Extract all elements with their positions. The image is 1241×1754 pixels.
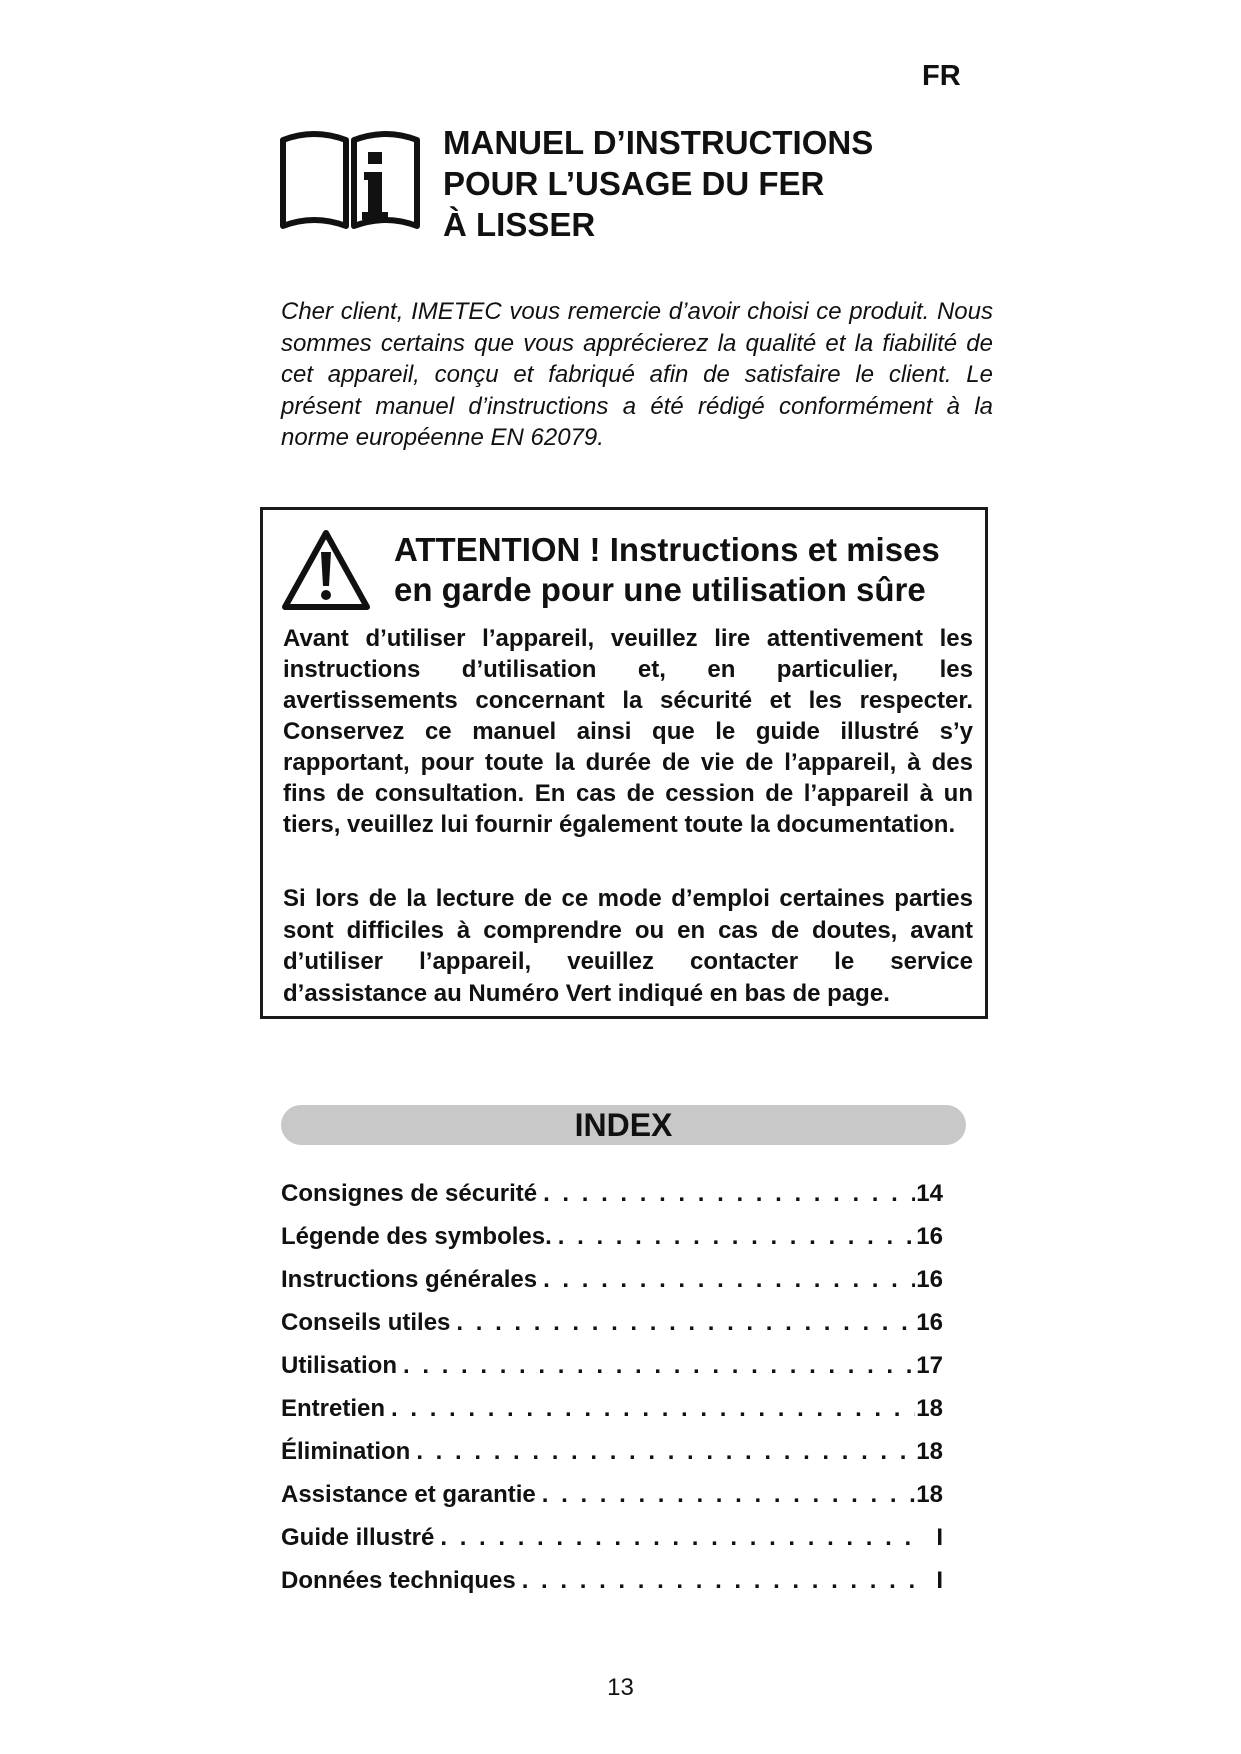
language-code: FR xyxy=(922,60,961,92)
warning-title-line: ATTENTION ! Instructions et mises xyxy=(394,531,940,568)
toc-page-number: 17 xyxy=(916,1352,943,1379)
toc-leader xyxy=(410,1438,915,1466)
toc-label: Utilisation xyxy=(281,1352,398,1379)
toc-leader xyxy=(397,1352,915,1380)
page-number: 13 xyxy=(607,1674,634,1701)
toc-leader xyxy=(537,1180,915,1208)
toc-leader xyxy=(537,1266,915,1294)
warning-title-line: en garde pour une utilisation sûre xyxy=(394,571,926,608)
toc-label: Consignes de sécurité xyxy=(281,1180,538,1207)
toc-entry[interactable] xyxy=(281,1567,943,1610)
toc-leader xyxy=(516,1567,915,1595)
title-line: POUR L’USAGE DU FER xyxy=(443,165,825,202)
info-book-icon xyxy=(280,130,420,238)
intro-paragraph: Cher client, IMETEC vous remercie d’avoir choisi ce produit. Nous sommes certains que vous apprécierez la qualité et la fiabilité de cet appareil, conçu et fabriqué afin de satisfaire le client. Le présent manuel d’instructions a été rédigé conformément à la norme européenne EN 62079. xyxy=(281,298,993,451)
toc-label: Légende des symboles. xyxy=(281,1223,552,1250)
toc-entry[interactable] xyxy=(281,1524,943,1567)
toc-entry[interactable] xyxy=(281,1438,943,1481)
safety-warning-box xyxy=(260,507,988,1019)
toc-label: Assistance et garantie xyxy=(281,1481,536,1508)
toc-leader xyxy=(536,1481,915,1509)
manual-title xyxy=(443,122,873,245)
table-of-contents xyxy=(281,1180,943,1610)
toc-page-number: 16 xyxy=(916,1223,943,1250)
toc-page-number: 16 xyxy=(916,1309,943,1336)
toc-page-number: I xyxy=(936,1524,943,1551)
toc-entry[interactable] xyxy=(281,1266,943,1309)
toc-leader xyxy=(450,1309,915,1337)
toc-entry[interactable] xyxy=(281,1481,943,1524)
toc-label: Entretien xyxy=(281,1395,386,1422)
toc-label: Guide illustré xyxy=(281,1524,435,1551)
toc-leader xyxy=(552,1223,915,1251)
index-heading: INDEX xyxy=(281,1105,966,1145)
toc-page-number: I xyxy=(936,1567,943,1594)
toc-entry[interactable] xyxy=(281,1180,943,1223)
toc-page-number: 14 xyxy=(916,1180,943,1207)
toc-page-number: 16 xyxy=(916,1266,943,1293)
toc-page-number: 18 xyxy=(916,1395,943,1422)
warning-triangle-icon xyxy=(281,528,371,612)
toc-entry[interactable] xyxy=(281,1223,943,1266)
toc-label: Données techniques xyxy=(281,1567,516,1594)
warning-paragraph: Si lors de la lecture de ce mode d’emploi certaines parties sont difficiles à comprendre ou en cas de doutes, avant d’utiliser l’appareil, veuillez contacter le service d’assistance au Numéro Vert indiqué en bas de page. xyxy=(283,885,973,1007)
toc-label: Conseils utiles xyxy=(281,1309,451,1336)
toc-leader xyxy=(434,1524,915,1552)
toc-entry[interactable] xyxy=(281,1395,943,1438)
toc-page-number: 18 xyxy=(916,1481,943,1508)
toc-label: Élimination xyxy=(281,1438,411,1465)
toc-page-number: 18 xyxy=(916,1438,943,1465)
toc-leader xyxy=(385,1395,915,1423)
warning-title xyxy=(394,530,940,610)
warning-paragraph: Avant d’utiliser l’appareil, veuillez lire attentivement les instructions d’utilisation et, en particulier, les avertissements concernant la sécurité et les respecter. Conservez ce manuel ainsi que le guide illustré s’y rapportant, pour toute la durée de vie de l’appareil, à des fins de consultation. En cas de cession de l’appareil à un tiers, veuillez lui fournir également toute la documentation. xyxy=(283,625,973,838)
toc-entry[interactable] xyxy=(281,1309,943,1352)
title-line: MANUEL D’INSTRUCTIONS xyxy=(443,124,874,161)
toc-entry[interactable] xyxy=(281,1352,943,1395)
toc-label: Instructions générales xyxy=(281,1266,538,1293)
title-line: À LISSER xyxy=(443,206,596,243)
